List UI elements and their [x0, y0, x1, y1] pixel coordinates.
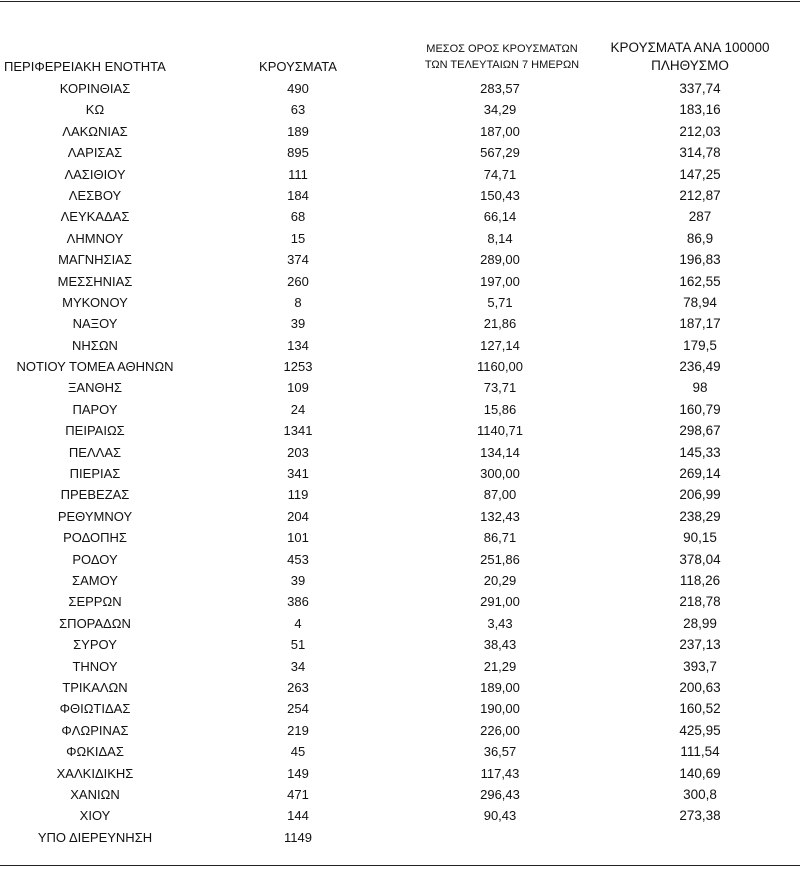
cell-avg7: 8,14	[487, 230, 513, 246]
table-row	[0, 720, 800, 741]
cell-cases: 149	[287, 765, 309, 781]
cell-avg7: 289,00	[480, 252, 520, 268]
table-row	[0, 698, 800, 719]
table-row	[0, 313, 800, 334]
table-header	[0, 0, 800, 80]
cell-per100k: 160,79	[679, 401, 721, 417]
table-row	[0, 164, 800, 185]
table-row	[0, 634, 800, 655]
table-row	[0, 377, 800, 398]
cell-region: ΛΕΣΒΟΥ	[68, 187, 122, 203]
cell-cases: 204	[287, 508, 309, 524]
cell-avg7: 15,86	[483, 401, 517, 417]
cell-region: ΣΑΜΟΥ	[72, 572, 118, 588]
cell-avg7: 5,71	[487, 294, 513, 310]
cell-cases: 119	[287, 487, 309, 503]
cell-avg7: 134,14	[480, 444, 520, 460]
cell-cases: 34	[290, 658, 306, 674]
cell-avg7: 127,14	[480, 337, 520, 353]
cell-region: ΧΑΝΙΩΝ	[70, 786, 120, 802]
cell-cases: 39	[290, 316, 306, 332]
table-body	[0, 78, 800, 848]
cell-per100k: 269,14	[679, 466, 721, 482]
table-row	[0, 484, 800, 505]
cell-per100k: 90,15	[683, 530, 717, 546]
cell-cases: 453	[287, 551, 309, 567]
cell-per100k: 393,7	[683, 658, 717, 674]
cell-cases: 8	[294, 294, 302, 310]
cell-avg7: 73,71	[483, 380, 517, 396]
cell-avg7: 197,00	[480, 273, 520, 289]
cell-region: ΞΑΝΘΗΣ	[67, 380, 123, 396]
cell-cases: 189	[287, 123, 309, 139]
cell-region: ΛΑΚΩΝΙΑΣ	[62, 123, 128, 139]
cell-per100k: 212,03	[679, 123, 721, 139]
cell-per100k: 160,52	[679, 701, 721, 717]
cell-cases: 254	[287, 701, 309, 717]
cell-per100k: 78,94	[683, 294, 717, 310]
cell-cases: 260	[287, 273, 309, 289]
header-per100k-line2: ΠΛΗΘΥΣΜΟ	[651, 58, 729, 73]
cell-avg7: 150,43	[480, 187, 520, 203]
cell-region: ΠΑΡΟΥ	[72, 401, 118, 417]
cell-region: ΛΑΡΙΣΑΣ	[67, 145, 123, 161]
cell-cases: 144	[287, 808, 309, 824]
cell-avg7: 87,00	[483, 487, 517, 503]
cell-cases: 15	[290, 230, 306, 246]
cell-region: ΠΕΙΡΑΙΩΣ	[65, 423, 125, 439]
cell-cases: 101	[287, 530, 309, 546]
cell-region: ΠΕΛΛΑΣ	[68, 444, 122, 460]
header-avg7-line2: ΤΩΝ ΤΕΛΕΥΤΑΙΩΝ 7 ΗΜΕΡΩΝ	[424, 59, 580, 71]
cell-avg7: 132,43	[480, 508, 520, 524]
table-row	[0, 142, 800, 163]
table-row	[0, 99, 800, 120]
cell-avg7: 21,29	[483, 658, 517, 674]
cell-per100k: 273,38	[679, 808, 721, 824]
table-row	[0, 121, 800, 142]
cell-per100k: 287	[688, 209, 712, 225]
table-row	[0, 420, 800, 441]
header-avg7-line1: ΜΕΣΟΣ ΟΡΟΣ ΚΡΟΥΣΜΑΤΩΝ	[426, 43, 578, 55]
cell-region: ΜΕΣΣΗΝΙΑΣ	[57, 273, 133, 289]
cell-cases: 1341	[283, 423, 313, 439]
cell-region: ΠΡΕΒΕΖΑΣ	[60, 487, 130, 503]
cell-region: ΦΘΙΩΤΙΔΑΣ	[59, 701, 131, 717]
cell-region: ΛΕΥΚΑΔΑΣ	[60, 209, 130, 225]
cell-cases: 1253	[283, 359, 313, 375]
cell-cases: 109	[287, 380, 309, 396]
cell-avg7: 86,71	[483, 530, 517, 546]
cell-avg7: 90,43	[483, 808, 517, 824]
table-row	[0, 827, 800, 848]
cell-region: ΦΛΩΡΙΝΑΣ	[61, 722, 129, 738]
cell-per100k: 337,74	[679, 81, 721, 96]
cell-cases: 471	[287, 786, 309, 802]
cell-per100k: 378,04	[679, 551, 721, 567]
cell-region: ΛΗΜΝΟΥ	[66, 230, 124, 246]
cell-cases: 895	[287, 145, 309, 161]
cell-per100k: 200,63	[679, 679, 721, 695]
cell-avg7: 34,29	[483, 102, 517, 118]
cell-avg7: 283,57	[480, 81, 520, 96]
cell-avg7: 66,14	[483, 209, 517, 225]
cell-region: ΣΕΡΡΩΝ	[68, 594, 122, 610]
cell-cases: 263	[287, 679, 309, 695]
table-row	[0, 399, 800, 420]
table-row	[0, 228, 800, 249]
cell-region: ΜΥΚΟΝΟΥ	[62, 294, 128, 310]
table-row	[0, 249, 800, 270]
cell-per100k: 98	[692, 380, 708, 396]
bottom-rule	[0, 865, 800, 866]
cell-per100k: 187,17	[679, 316, 721, 332]
table-row	[0, 677, 800, 698]
header-per100k	[590, 39, 790, 75]
cell-cases: 45	[290, 744, 306, 760]
cell-per100k: 183,16	[679, 102, 721, 118]
cell-region: ΡΕΘΥΜΝΟΥ	[57, 508, 133, 524]
table-row	[0, 805, 800, 826]
table-row	[0, 763, 800, 784]
table-row	[0, 292, 800, 313]
cell-per100k: 179,5	[683, 337, 717, 353]
cell-avg7: 20,29	[483, 572, 517, 588]
table-row	[0, 356, 800, 377]
cell-per100k: 162,55	[679, 273, 721, 289]
table-row	[0, 591, 800, 612]
cell-per100k: 206,99	[679, 487, 721, 503]
cell-region: ΝΗΣΩΝ	[72, 337, 118, 353]
cell-avg7: 300,00	[480, 466, 520, 482]
cell-region: ΜΑΓΝΗΣΙΑΣ	[58, 252, 132, 268]
cell-region: ΣΥΡΟΥ	[73, 637, 117, 653]
header-per100k-line1: ΚΡΟΥΣΜΑΤΑ ΑΝΑ 100000	[610, 40, 770, 55]
cell-cases: 63	[290, 102, 306, 118]
cell-cases: 341	[287, 466, 309, 482]
table-row	[0, 527, 800, 548]
table-row	[0, 656, 800, 677]
cell-cases: 203	[287, 444, 309, 460]
cell-per100k: 118,26	[679, 572, 721, 588]
table-row	[0, 613, 800, 634]
cell-avg7: 3,43	[487, 615, 513, 631]
header-avg7	[390, 41, 614, 73]
cell-cases: 134	[287, 337, 309, 353]
table-row	[0, 442, 800, 463]
table-row	[0, 506, 800, 527]
cell-region: ΛΑΣΙΘΙΟΥ	[64, 166, 126, 182]
cell-cases: 111	[288, 166, 308, 182]
cell-cases: 4	[294, 615, 302, 631]
cell-per100k: 147,25	[679, 166, 721, 182]
cell-per100k: 238,29	[679, 508, 721, 524]
header-cases: ΚΡΟΥΣΜΑΤΑ	[259, 59, 337, 74]
cell-region: ΚΩ	[85, 102, 105, 118]
cell-avg7: 1160,00	[476, 359, 524, 375]
table-row	[0, 185, 800, 206]
table-row	[0, 463, 800, 484]
cell-avg7: 74,71	[483, 166, 517, 182]
cell-avg7: 117,43	[480, 765, 520, 781]
cell-region: ΡΟΔΟΠΗΣ	[63, 530, 127, 546]
cell-avg7: 296,43	[480, 786, 520, 802]
cell-per100k: 298,67	[679, 423, 721, 439]
cell-avg7: 190,00	[480, 701, 520, 717]
table-row	[0, 741, 800, 762]
cell-region: ΝΑΞΟΥ	[72, 316, 118, 332]
cell-per100k: 236,49	[679, 359, 721, 375]
cell-region: ΣΠΟΡΑΔΩΝ	[59, 615, 131, 631]
cell-avg7: 21,86	[483, 316, 517, 332]
cell-cases: 1149	[284, 829, 312, 845]
table-row	[0, 549, 800, 570]
table-row	[0, 271, 800, 292]
table-row	[0, 784, 800, 805]
cell-per100k: 196,83	[679, 252, 721, 268]
cell-cases: 219	[287, 722, 309, 738]
cell-region: ΧΑΛΚΙΔΙΚΗΣ	[56, 765, 134, 781]
cell-region: ΦΩΚΙΔΑΣ	[66, 744, 124, 760]
cell-region: ΤΗΝΟΥ	[72, 658, 118, 674]
table-row	[0, 335, 800, 356]
cell-cases: 490	[287, 81, 309, 96]
cell-cases: 374	[287, 252, 309, 268]
cell-cases: 68	[290, 209, 306, 225]
cell-avg7: 251,86	[480, 551, 520, 567]
cell-region: ΧΙΟΥ	[79, 808, 111, 824]
cell-per100k: 145,33	[679, 444, 721, 460]
header-region: ΠΕΡΙΦΕΡΕΙΑΚΗ ΕΝΟΤΗΤΑ	[4, 59, 166, 74]
cell-avg7: 567,29	[480, 145, 520, 161]
cell-region: ΥΠΟ ΔΙΕΡΕΥΝΗΣΗ	[37, 829, 153, 845]
cell-region: ΤΡΙΚΑΛΩΝ	[62, 679, 128, 695]
cell-avg7: 38,43	[483, 637, 517, 653]
cell-avg7: 226,00	[480, 722, 520, 738]
cell-region: ΠΙΕΡΙΑΣ	[69, 466, 121, 482]
cell-avg7: 189,00	[480, 679, 520, 695]
table-row	[0, 570, 800, 591]
cell-per100k: 86,9	[686, 230, 714, 246]
cell-avg7: 187,00	[480, 123, 520, 139]
cell-region: ΡΟΔΟΥ	[72, 551, 118, 567]
cell-per100k: 300,8	[683, 786, 717, 802]
cell-avg7: 36,57	[483, 744, 517, 760]
cell-cases: 386	[287, 594, 309, 610]
cell-avg7: 1140,71	[476, 423, 524, 439]
cell-per100k: 218,78	[679, 594, 721, 610]
table-row	[0, 206, 800, 227]
cell-avg7: 291,00	[480, 594, 520, 610]
cell-cases: 51	[290, 637, 306, 653]
cell-region: ΚΟΡΙΝΘΙΑΣ	[59, 81, 131, 96]
cell-per100k: 314,78	[679, 145, 721, 161]
cell-per100k: 425,95	[679, 722, 721, 738]
table-row	[0, 78, 800, 99]
cell-cases: 39	[290, 572, 306, 588]
cell-region: ΝΟΤΙΟΥ ΤΟΜΕΑ ΑΘΗΝΩΝ	[16, 359, 174, 375]
cell-per100k: 111,54	[680, 744, 720, 760]
cell-per100k: 237,13	[679, 637, 721, 653]
cell-per100k: 28,99	[683, 615, 717, 631]
cell-per100k: 140,69	[679, 765, 721, 781]
cell-per100k: 212,87	[679, 187, 721, 203]
cell-cases: 184	[287, 187, 309, 203]
cell-cases: 24	[290, 401, 306, 417]
